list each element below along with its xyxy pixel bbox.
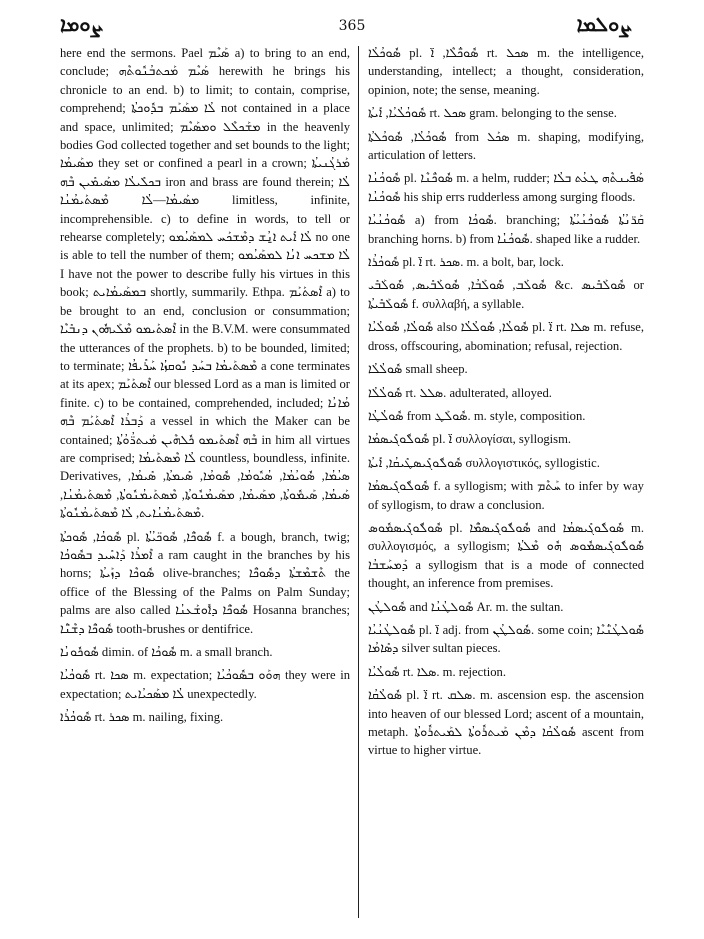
page-header — [0, 0, 704, 40]
column-divider — [358, 46, 359, 918]
right-entry-refuse: ܣܽܘܠܳܐ, ܣܽܘܠܳܝܳܐ also ܣܽܘܠܳܐ, ܣܽܘܠܳܠܳܐ pl. ܐ̈ rt. ܣܠܐ m. refuse, dross, offscouring, abomination; refusal, rejection. — [368, 320, 644, 353]
right-entry-syllogism-f: ܣܽܘܠܽܘܓܺܝܣܡܳܐ f. a syllogism; with ܚܰܬܶܡ to infer by way of syllogism, to draw a conclusion. — [368, 479, 644, 512]
page-number: 365 — [338, 18, 366, 34]
right-entry-syllogismos: ܣܽܘܠܽܘܓܺܝܣܡܽܘܣ pl. ܣܽܘܠܽܘܓܺܝܣܡ̈ܶܐ and ܣܽܘܠܽܘܓܺܝܣܡܳܐ m. συλλογισμός, a syllogism; ܣܽܘܠܽܘܓܺܝܣܡܽܘܣ ܗܽܘ ܡܶܠܬܳܐ ܕܰܡܚܰܫܒܳܐ a syllogism that is a mode of connected thought, an inference from premises. — [368, 520, 644, 591]
right-column — [368, 44, 644, 924]
right-entry-syllable: ܣܽܘܠܰܒ, ܣܽܘܠܰܒܳܐ, ܣܽܘܠܰܒܺܝܣ, ܣܽܘܠܰܒܺܝ &c. ܣܽܘܠܰܒܺܝܣ or ܣܽܘܠܰܒܺܝܬܳܐ f. συλλαβή, a syllable. — [368, 278, 644, 311]
right-entry-bolt: ܣܽܘܟܳܪܳܐ pl. ܐ̈ rt. ܣܟܪ. m. a bolt, bar, lock. — [368, 255, 564, 270]
right-entry-style: ܣܽܘܠܳܛܳܐ from ܣܽܘܠܰܛ. m. style, composition. — [368, 408, 586, 423]
right-entry-sultan: ܣܽܘܠܛܳܢ and ܣܽܘܠܛܳܢܳܐ Ar. m. the sultan. — [368, 599, 564, 614]
right-entry-helm: ܣܽܘܟܳܢܳܐ pl. ܣܽܘܟ̈ܳܢܶܐ m. a helm, rudder; ܣܰܦܺܝܢܬܶܗ ܛܥܳܬ ܒܠܳܐ ܣܽܘܟܳܢܳܐ his ship errs rudderless among surging floods. — [368, 171, 644, 204]
right-entry-intelligence: ܣܽܘܟܳܠܳܐ pl. ܣܽܘܟ̈ܳܠܶܐ, ܐ̈ rt. ܣܟܠ m. the intelligence, understanding, intellect; a thought, consideration, opinion, note; the sense, meaning. — [368, 46, 644, 97]
right-entry-small-sheep: ܣܽܘܠܳܠܳܐ small sheep. — [368, 362, 468, 377]
left-running-head: ܨܘܡܐ — [60, 12, 102, 36]
left-entry-continuation: here end the sermons. Pael ܣܰܝܶܡ a) to bring to an end, conclude; ܣܰܝܶܡ ܡܰܟܬܒܳܢܽܘܬܶܗ herewith he brings his chronicle to an end. b) to limit; to contain, comprise, comprehend; ܠܳܐ ܡܣܰܝܰܡ ܒܕܽܘܟܬܳܐ not contained in a place and space, unlimited; ܡܫܰܟܠܶܠ ܘܡܣܰܝܶܡ in the heavenly bodies God collected together and set bounds to the light; ܡܣܰܝܡܳܐ they set or confined a pearl in a crown; ܡܰܪܓܳܢܝܬܳܐ ܒܟܠܺܝܠܳܐ ܡܣܰܝܡܺܝܢ ܒܶܗ iron and brass are found therein; ܠܳܐ ܡܣܰܝܡܳܐ—ܠܳܐ ܡܶܣܬܰܝܡܳܢܳܐ limitless, infinite, incomprehensible. c) to define in words, to tell or rehearse completely; ܠܳܐ ܐܺܝܬ ܐ̱ܢܳܫ ܕܡܶܫܟܰܚ ܠܡܣܰܝܳܡܘ no one is able to tell the number of them; ܠܳܐ ܡܫܟܚ ܐܢܳܐ ܠܡܣܰܝܳܡܘ I have not the power to describe fully his virtues in this book; ܒܡܣܰܝܡܳܐܝܬ shortly, summarily. Ethpa. ܐܶܣܬܰܝܰܡ a) to be brought to an end, conclusion or consummation; ܐܶܣܬܰܝܡܘ ܡܶܠܰܝܗܽܘܢ ܕܢܒܺܝܶܐ in the B.V.M. were consummated the utterances of the prophets. b) to be bounded, limited; to terminate; ܡܶܣܬܰܝܡܳܐ ܒܚܰܕ ܢܽܘܩܙܳܐ ܚܰܪܺܝܦܳܐ a cone terminates at its apex; ܐܶܣܬܰܝܰܡ our blessed Lord as a man is limited or finite. c) to be contained, comprehended, included; ܡܳܐܢܳܐ ܕܰܒܪܳܐ ܐܶܣܬܰܝܰܡ ܒܶܗ a vessel in which the Maker can be contained; ܒܶܗ ܐܶܣܬܰܝܡܘ ܟܽܠܗܶܝܢ ܡܰܝܬܪ̈ܳܘܳܬܳܐ in him all virtues are comprised; ܠܳܐ ܡܶܣܬܰܝܡܳܐ countless, boundless, infinite. Derivatives, ܣܝܳܡܳܐ, ܣܽܘܝܳܡܳܐ, ܣܳܝܽܘܡܳܐ, ܣܽܘܡܳܐ, ܣܺܝܡܬܳܐ, ܣܺܝܡܳܐ, ܣܰܝܡܳܐ, ܣܰܝܡܽܘܬܳܐ, ܡܣܰܝܡܳܐ, ܡܣܰܝܡܳܢܽܘܬܳܐ, ܡܶܣܬܰܝܡܳܢܽܘܬܳܐ, ܡܶܣܬܰܝܡܳܢܳܐ, ܡܶܣܬܰܝܡܳܢܳܐܝܬ, ܠܳܐ ܡܶܣܬܰܝܡܳܢܽܘܬܳܐ. — [60, 46, 350, 521]
right-entry-ascension: ܣܽܘܠܳܩܳܐ pl. ܐ̈ rt. ܣܠܩ. m. ascension esp. the ascension into heaven of our blessed Lord; ascent of a mountain, metaph. ܣܽܘܠܳܩܳܐ ܕܡܶܢ ܡܰܝܬܪܽܘܬܳܐ ܠܡܰܝܬܪܽܘܬܳܐ ascent from virtue to higher virtue. — [368, 688, 644, 758]
right-entry-sense: ܣܽܘܟܳܠܳܝܳܐ, ܐܺܝܬܳܐ rt. ܣܟܠ gram. belonging to the sense. — [368, 106, 617, 121]
right-entry-syllogism: ܣܽܘܠܽܘܓܺܝܣܡܳܐ pl. ܐ̈ συλλογίσαι, syllogism. — [368, 432, 572, 447]
right-entry-syllogistic: ܣܽܘܠܽܘܓܺܝܣܛܺܝܩܳܐ, ܐܺܝܬܳܐ συλλογιστικός, syllogistic. — [368, 455, 600, 470]
right-entry-shaping: ܣܽܘܟܳܠܳܐ, ܣܽܘܟܳܠܬܳܐ from ܣܟܰܠ m. shaping, modifying, articulation of letters. — [368, 129, 644, 163]
left-entry-expectation: ܣܽܘܟܳܝܳܐ rt. ܣܟܐ m. expectation; ܗܘܰܘ ܒܣܽܘܟܳܝܳܐ they were in expectation; ܠܳܐ ܡܣܰܟܝܳܐܝܬ unexpectedly. — [60, 668, 350, 701]
right-entry-rejection: ܣܽܘܠܳܝܳܐ rt. ܣܠܐ. m. rejection. — [368, 664, 506, 679]
left-entry-nailing: ܣܽܘܟܳܪܳܐ rt. ܣܟܪ m. nailing, fixing. — [60, 710, 224, 725]
left-entry-small-branch: ܣܽܘܟܽܘܢܳܐ dimin. of ܣܽܘܟܳܐ m. a small branch. — [60, 645, 273, 659]
right-entry-adulterated: ܣܽܘܠܳܠܳܐ rt. ܣܠܠ. adulterated, alloyed. — [368, 385, 552, 400]
left-entry-bough: ܣܽܘܟܳܐ, ܣܽܘܟܬܳܐ pl. ܣܽܘܟ̈ܶܐ, ܣܽܘܟ̈ܝܳܬܳܐ f. a bough, branch, twig; ܐܶܡܪܳܐ ܕܰܐܚܺܝܕ ܒܣܽܘܟܳܐ a ram caught in the branches by his horns; ܣܽܘܟܶܐ ܕܙܰܝܬܳܐ olive-branches; ܬܶܫܡܶܫܬܳܐ ܕܣܽܘܟ̈ܶܐ the office of the Blessing of the Palms on Palm Sunday; palms are also called ܣܽܘܟ̈ܶܐ ܕܐܽܘܫܰܥܢܳܐ Hosanna branches; ܣܽܘܟ̈ܶܐ ܕܫܶܢ̈ܶܐ tooth-brushes or dentifrice. — [60, 529, 350, 636]
left-column — [60, 44, 350, 924]
right-entry-sultan-coin: ܣܽܘܠܛܳܢܳܝܳܐ pl. ܐ̈ adj. from ܣܽܘܠܛܳܢ. some coin; ܣܽܘܠܛܳܢ̈ܳܝܶܐ ܕܣܺܐܡܳܐ silver sultan pieces. — [368, 622, 644, 656]
right-running-head: ܨܘܠܡܐ — [576, 12, 630, 36]
right-entry-branching: ܣܽܘܟܳܢܳܝܳܐ a) from ܣܽܘܟܳܐ. branching; ܩܰܪ̈ܢܳܬܳܐ ܣܽܘܟܳܢܳܝܳܬܳܐ branching horns. b) from ܣܽܘܟܳܢܳܐ. shaped like a rudder. — [368, 213, 644, 246]
